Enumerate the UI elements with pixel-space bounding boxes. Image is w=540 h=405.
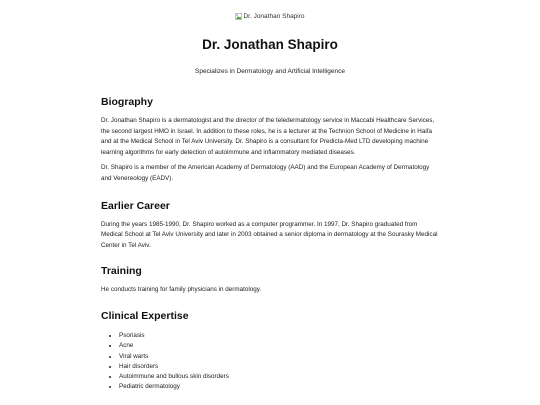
list-item: • Pediatric dermatology: [119, 382, 440, 392]
list-item: • Acne: [119, 341, 440, 351]
profile-portrait: [235, 12, 304, 21]
biography-paragraph-2: Dr. Shapiro is a member of the American Academy of Dermatology (AAD) and the European Academy of Dermatology and Venereology (EADV).: [101, 164, 430, 182]
page-title: Dr. Jonathan Shapiro: [202, 37, 338, 52]
biography-heading: Biography: [101, 96, 153, 108]
list-item: • Hair disorders: [119, 362, 440, 372]
biography-section: [101, 96, 440, 185]
list-item: • Autoimmune and bullous skin disorders: [119, 372, 440, 382]
profile-header: [0, 0, 540, 76]
earlier-career-heading: Earlier Career: [101, 199, 170, 212]
main-content: [0, 96, 540, 393]
training-heading: Training: [101, 265, 142, 278]
biography-paragraph-1: Dr. Jonathan Shapiro is a dermatologist and the director of the teledermatology service in Maccabi Healthcare Services, the second largest HMO in Israel. In addition to these roles, he is a lecturer at the Technion School of Medicine in Haifa and at the Medical School in Tel Aviv University. Dr. Shapiro is a consultant for Predicta-Med LTD developing machine learning algorithms for early detection of autoimmune and inflammatory mediated diseases.: [101, 117, 435, 156]
training-paragraph: He conducts training for family physicians in dermatology.: [101, 286, 262, 294]
portrait-alt-text: Dr. Jonathan Shapiro: [243, 13, 305, 20]
clinical-expertise-section: [101, 310, 440, 393]
page-subtitle: Specializes in Dermatology and Artificial Intelligence: [195, 68, 345, 75]
expertise-list: [101, 331, 440, 393]
earlier-career-section: [101, 200, 440, 252]
clinical-expertise-heading: Clinical Expertise: [101, 309, 189, 322]
broken-image-icon: [235, 13, 242, 20]
training-section: [101, 265, 440, 296]
list-item: • Psoriasis: [119, 331, 440, 341]
earlier-career-paragraph: During the years 1985-1990, Dr. Shapiro worked as a computer programmer. In 1997, Dr. Shapiro graduated from Medical School at Tel Aviv University and later in 2003 obtained a senior diploma in dermatology at the Sourasky Medical Center in Tel Aviv.: [101, 220, 438, 249]
list-item: • Viral warts: [119, 352, 440, 362]
